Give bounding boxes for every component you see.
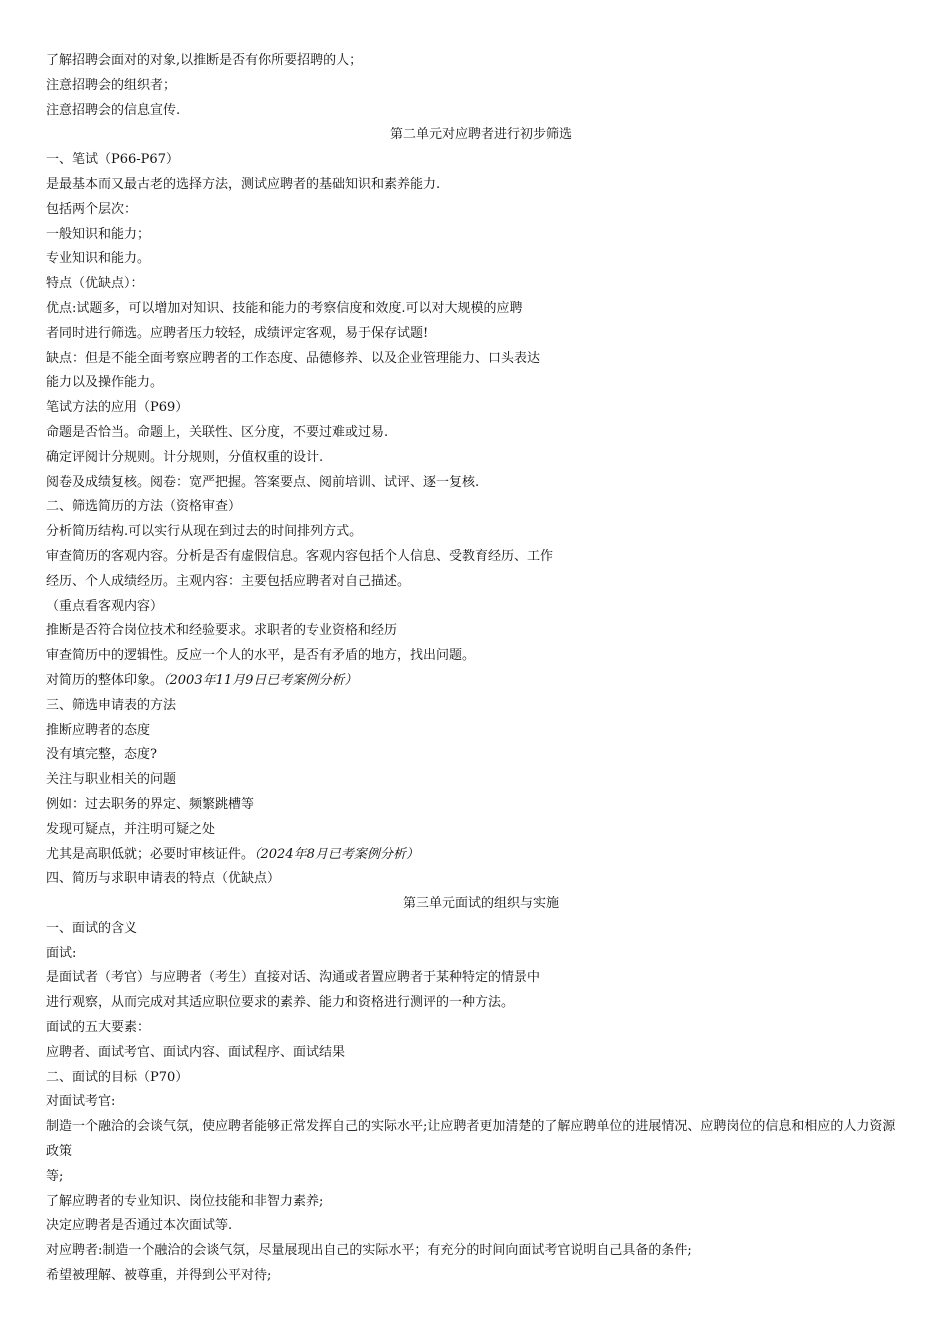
- line-text: 二、面试的目标（P70）: [46, 1069, 189, 1085]
- text-line: [46, 1090, 908, 1115]
- line-text: 决定应聘者是否通过本次面试等.: [46, 1218, 233, 1234]
- line-text: 命题是否恰当。命题上，关联性、区分度，不要过难或过易.: [46, 424, 389, 440]
- document-body: [46, 49, 908, 1289]
- line-text: 进行观察，从而完成对其适应职位要求的素养、能力和资格进行测评的一种方法。: [46, 995, 515, 1011]
- text-line: [46, 421, 908, 446]
- text-line: [46, 768, 908, 793]
- text-line: [46, 545, 908, 570]
- text-line: [46, 619, 908, 644]
- line-text: 第三单元面试的组织与实施: [402, 896, 559, 912]
- line-text: 应聘者、面试考官、面试内容、面试程序、面试结果: [46, 1044, 346, 1060]
- line-text: 等;: [46, 1168, 64, 1184]
- line-text: 了解招聘会面对的对象,以推断是否有你所要招聘的人；: [46, 53, 363, 68]
- text-line: [46, 1239, 908, 1264]
- line-text: 第二单元对应聘者进行初步筛选: [389, 127, 572, 143]
- line-text: 对面试考官:: [46, 1094, 116, 1110]
- line-text: 希望被理解、被尊重，并得到公平对待;: [46, 1268, 272, 1284]
- text-line: [46, 371, 908, 396]
- line-text: 面试:: [46, 945, 77, 961]
- line-text: 阅卷及成绩复核。阅卷：宽严把握。答案要点、阅前培训、试评、逐一复核.: [46, 474, 480, 490]
- text-line: [46, 1016, 908, 1041]
- line-text: 制造一个融洽的会谈气氛，使应聘者能够正常发挥自己的实际水平;让应聘者更加清楚的了解应聘单位的进展情况、应聘岗位的信息和相应的人力资源政策: [46, 1119, 896, 1160]
- text-line: [46, 719, 908, 744]
- line-text: 缺点：但是不能全面考察应聘者的工作态度、品德修养、以及企业管理能力、口头表达: [46, 350, 541, 366]
- line-text: 关注与职业相关的问题: [46, 772, 177, 788]
- text-line: [46, 743, 908, 768]
- line-text: 分析简历结构.可以实行从现在到过去的时间排列方式。: [46, 524, 363, 540]
- line-text: 包括两个层次：: [46, 201, 138, 217]
- line-text: 经历、个人成绩经历。主观内容：主要包括应聘者对自己描述。: [46, 573, 411, 589]
- text-line: [46, 867, 908, 892]
- line-text: 是最基本而又最古老的选择方法，测试应聘者的基础知识和素养能力.: [46, 176, 441, 192]
- line-text: 三、筛选申请表的方法: [46, 697, 177, 713]
- text-line: [46, 173, 908, 198]
- text-line: [46, 1066, 908, 1091]
- line-text: 没有填完整，态度?: [46, 747, 157, 763]
- text-line: [46, 396, 908, 421]
- line-text: 注意招聘会的组织者；: [46, 77, 177, 93]
- line-text: 审查简历中的逻辑性。反应一个人的水平，是否有矛盾的地方，找出问题。: [46, 648, 476, 664]
- line-text: 发现可疑点，并注明可疑之处: [46, 821, 216, 837]
- text-line: [46, 297, 908, 322]
- line-text: 对简历的整体印象。: [46, 672, 164, 688]
- text-line: [46, 644, 908, 669]
- line-text: 推断是否符合岗位技术和经验要求。求职者的专业资格和经历: [46, 623, 398, 639]
- line-text: 面试的五大要素：: [46, 1020, 151, 1036]
- text-line: [46, 1165, 908, 1190]
- line-text: （重点看客观内容）: [46, 598, 164, 614]
- line-text: 笔试方法的应用（P69）: [46, 400, 189, 416]
- text-line: [46, 247, 908, 272]
- line-text: 推断应聘者的态度: [46, 722, 151, 738]
- text-line: [46, 223, 908, 248]
- line-text: 四、简历与求职申请表的特点（优缺点）: [46, 871, 281, 887]
- text-line: [46, 793, 908, 818]
- text-line: [46, 446, 908, 471]
- line-text: 尤其是高职低就；必要时审核证件。: [46, 846, 255, 862]
- text-line: [46, 1190, 908, 1215]
- line-text: 二、筛选简历的方法（资格审查）: [46, 499, 242, 515]
- text-line: [46, 843, 908, 868]
- text-line: [46, 1214, 908, 1239]
- text-line: [46, 570, 908, 595]
- text-line: [46, 99, 908, 124]
- section-heading: [46, 892, 908, 917]
- line-text: 一、笔试（P66-P67）: [46, 152, 179, 168]
- exam-note: （2024年8月已考案例分析）: [254, 846, 419, 862]
- text-line: [46, 669, 908, 694]
- text-line: [46, 495, 908, 520]
- line-text: 优点:试题多，可以增加对知识、技能和能力的考察信度和效度.可以对大规模的应聘: [46, 300, 523, 316]
- line-text: 能力以及操作能力。: [46, 375, 164, 391]
- section-heading: [46, 123, 908, 148]
- text-line: [46, 49, 908, 74]
- line-text: 确定评阅计分规则。计分规则，分值权重的设计.: [46, 449, 324, 465]
- line-text: 是面试者（考官）与应聘者（考生）直接对话、沟通或者置应聘者于某种特定的情景中: [46, 970, 541, 986]
- line-text: 一、面试的含义: [46, 920, 138, 936]
- text-line: [46, 595, 908, 620]
- text-line: [46, 991, 908, 1016]
- text-line: [46, 322, 908, 347]
- line-text: 例如：过去职务的界定、频繁跳槽等: [46, 796, 255, 812]
- text-line: [46, 471, 908, 496]
- exam-note: （2003年11月9日已考案例分析）: [163, 672, 358, 688]
- line-text: 一般知识和能力；: [46, 226, 151, 242]
- line-text: 特点（优缺点）：: [46, 276, 144, 292]
- text-line: [46, 148, 908, 173]
- line-text: 审查简历的客观内容。分析是否有虚假信息。客观内容包括个人信息、受教育经历、工作: [46, 548, 554, 564]
- text-line: [46, 520, 908, 545]
- line-text: 专业知识和能力。: [46, 251, 151, 267]
- text-line: [46, 942, 908, 967]
- line-text: 注意招聘会的信息宣传.: [46, 102, 181, 118]
- text-line: [46, 1264, 908, 1289]
- text-line: [46, 74, 908, 99]
- text-line: [46, 917, 908, 942]
- text-line: [46, 1041, 908, 1066]
- line-text: 者同时进行筛选。应聘者压力较轻，成绩评定客观，易于保存试题!: [46, 325, 429, 341]
- text-line: [46, 694, 908, 719]
- text-line: [46, 818, 908, 843]
- text-line: [46, 966, 908, 991]
- text-line: [46, 272, 908, 297]
- text-line: [46, 198, 908, 223]
- line-text: 了解应聘者的专业知识、岗位技能和非智力素养;: [46, 1193, 324, 1209]
- text-line: [46, 347, 908, 372]
- document-page: [46, 49, 908, 1289]
- line-text: 对应聘者:制造一个融洽的会谈气氛，尽量展现出自己的实际水平；有充分的时间向面试考官说明自己具备的条件;: [46, 1243, 692, 1259]
- text-line: [46, 1115, 908, 1165]
